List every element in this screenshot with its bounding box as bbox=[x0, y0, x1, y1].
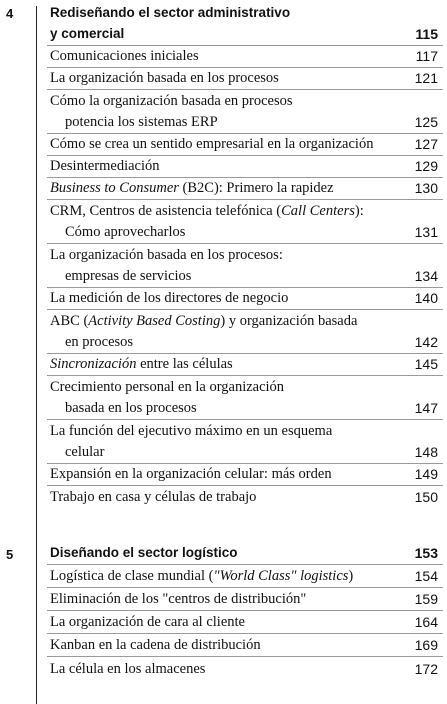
chapter-number: 4 bbox=[6, 6, 14, 21]
entry-title-italic: Business to Consumer bbox=[50, 180, 179, 196]
entry-title-lead: CRM, Centros de asistencia telefónica ( bbox=[50, 203, 282, 219]
toc-entry bbox=[47, 420, 443, 442]
entry-title-cont: basada en los procesos bbox=[65, 400, 197, 416]
entry-title: Kanban en la cadena de distribución bbox=[50, 637, 261, 653]
entry-title-italic: "World Class" logistics bbox=[213, 568, 349, 584]
entry-title-rest: entre las células bbox=[136, 356, 233, 372]
entry-title-tail: ): bbox=[354, 203, 364, 219]
entry-title-italic: Call Centers bbox=[281, 203, 355, 219]
chapter-title-line1: Rediseñando el sector administrativo bbox=[50, 5, 291, 20]
entry-title bbox=[50, 180, 334, 196]
margin-rule bbox=[36, 6, 37, 704]
toc-entry bbox=[47, 612, 443, 634]
entry-page: 164 bbox=[414, 614, 438, 630]
chapter-title-line2: y comercial bbox=[50, 26, 125, 41]
toc-entry bbox=[47, 635, 443, 657]
toc-entry bbox=[47, 464, 443, 486]
entry-title-rest: (B2C): Primero la rapidez bbox=[178, 180, 334, 196]
entry-page: 148 bbox=[414, 444, 438, 460]
entry-title bbox=[50, 313, 357, 329]
entry-title-cont: potencia los sistemas ERP bbox=[65, 114, 218, 130]
chapter-page: 153 bbox=[414, 545, 438, 561]
entry-title: Expansión en la organización celular: más orden bbox=[50, 466, 332, 482]
toc-entry-cont bbox=[47, 332, 443, 354]
entry-title bbox=[50, 203, 364, 219]
toc-entry-cont bbox=[47, 266, 443, 288]
entry-title-italic: Activity Based Costing bbox=[88, 313, 221, 329]
entry-title: Cómo la organización basada en procesos bbox=[50, 93, 293, 109]
entry-title: Desintermediación bbox=[50, 158, 160, 174]
entry-page: 134 bbox=[414, 268, 438, 284]
entry-page: 149 bbox=[414, 466, 438, 482]
entry-title bbox=[50, 568, 353, 584]
entry-title: La organización basada en los procesos: bbox=[50, 247, 283, 263]
entry-title-cont: Cómo aprovecharlos bbox=[65, 224, 186, 240]
entry-page: 147 bbox=[414, 400, 438, 416]
toc-entry bbox=[47, 354, 443, 376]
entry-title-cont: empresas de servicios bbox=[65, 268, 192, 284]
entry-title: La función del ejecutivo máximo en un esquema bbox=[50, 423, 333, 439]
entry-title-tail: ) y organización basada bbox=[220, 313, 358, 329]
toc-entry bbox=[47, 376, 443, 398]
toc-entry bbox=[47, 134, 443, 156]
entry-title: Crecimiento personal en la organización bbox=[50, 379, 285, 395]
entry-page: 117 bbox=[415, 48, 438, 64]
toc-entry bbox=[47, 288, 443, 310]
entry-page: 125 bbox=[414, 114, 438, 130]
toc-entry bbox=[47, 566, 443, 588]
entry-title: Trabajo en casa y células de trabajo bbox=[50, 489, 257, 505]
entry-title-lead: Logística de clase mundial ( bbox=[50, 568, 214, 584]
chapter-title-line1: Diseñando el sector logístico bbox=[50, 545, 238, 560]
toc-entry bbox=[47, 178, 443, 200]
toc-entry bbox=[47, 156, 443, 178]
chapter-heading bbox=[47, 2, 443, 24]
chapter-heading bbox=[47, 543, 443, 565]
entry-title: Comunicaciones iniciales bbox=[50, 48, 199, 64]
entry-title-lead: ABC ( bbox=[50, 313, 89, 329]
entry-page: 121 bbox=[414, 70, 438, 86]
entry-page: 159 bbox=[414, 591, 438, 607]
entry-page: 169 bbox=[414, 637, 438, 653]
entry-title: Cómo se crea un sentido empresarial en la organización bbox=[50, 136, 374, 152]
toc-entry bbox=[47, 310, 443, 332]
entry-page: 172 bbox=[414, 661, 438, 677]
toc-entry bbox=[47, 200, 443, 222]
entry-title: La medición de los directores de negocio bbox=[50, 290, 289, 306]
entry-title-tail: ) bbox=[348, 568, 354, 584]
toc-entry bbox=[47, 68, 443, 90]
entry-title: La organización basada en los procesos bbox=[50, 70, 279, 86]
entry-title: La célula en los almacenes bbox=[50, 661, 206, 677]
entry-title bbox=[50, 356, 233, 372]
entry-page: 140 bbox=[414, 290, 438, 306]
entry-page: 150 bbox=[414, 489, 438, 505]
chapter-page: 115 bbox=[415, 26, 438, 42]
toc-entry bbox=[47, 589, 443, 611]
toc-entry bbox=[47, 658, 443, 680]
toc-entry-cont bbox=[47, 442, 443, 464]
entry-page: 130 bbox=[414, 180, 438, 196]
toc-entry bbox=[47, 90, 443, 112]
toc-entry bbox=[47, 46, 443, 68]
entry-title-italic: Sincronización bbox=[50, 356, 137, 372]
toc-entry bbox=[47, 244, 443, 266]
entry-page: 142 bbox=[414, 334, 438, 350]
entry-page: 145 bbox=[414, 356, 438, 372]
chapter-heading-cont bbox=[47, 24, 443, 46]
chapter-number: 5 bbox=[6, 547, 14, 562]
entry-title: Eliminación de los "centros de distribución" bbox=[50, 591, 307, 607]
entry-page: 154 bbox=[414, 568, 438, 584]
entry-title: La organización de cara al cliente bbox=[50, 614, 245, 630]
toc-entry-cont bbox=[47, 398, 443, 420]
toc-entry-cont bbox=[47, 112, 443, 134]
entry-page: 131 bbox=[414, 224, 438, 240]
entry-title-cont: en procesos bbox=[65, 334, 134, 350]
entry-title-cont: celular bbox=[65, 444, 105, 460]
entry-page: 129 bbox=[414, 158, 438, 174]
toc-entry bbox=[47, 486, 443, 508]
entry-page: 127 bbox=[414, 136, 438, 152]
toc-entry-cont bbox=[47, 222, 443, 244]
